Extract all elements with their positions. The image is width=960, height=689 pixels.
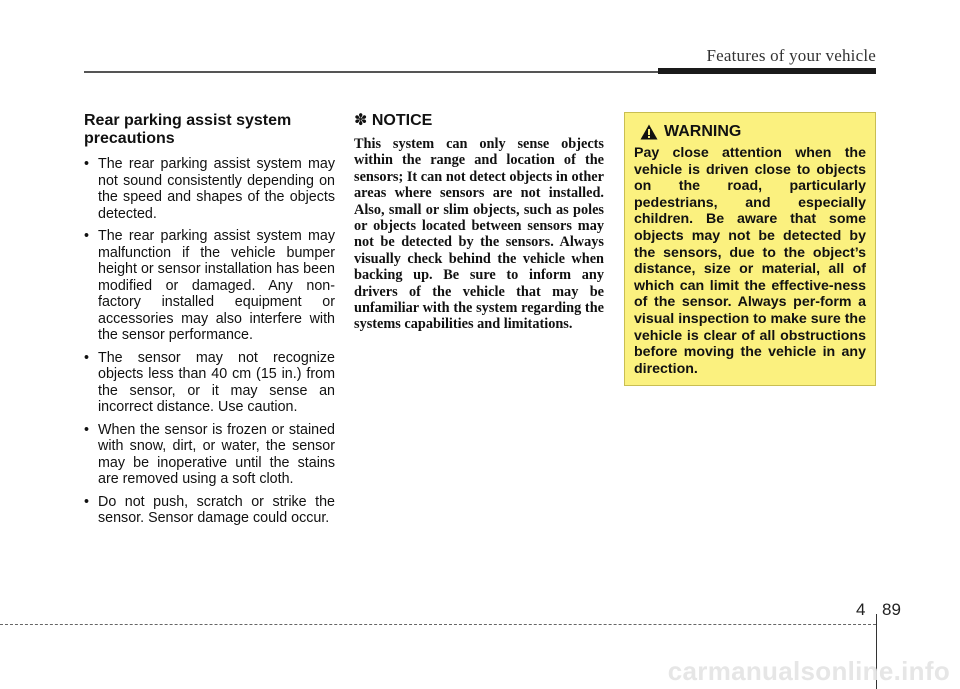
precautions-column: [84, 112, 335, 533]
warning-title: WARNING: [664, 123, 742, 140]
bullet-icon: •: [84, 421, 90, 438]
footer-rule: [0, 624, 876, 625]
page-header-title: Features of your vehicle: [706, 46, 876, 65]
list-item: [84, 228, 335, 344]
bullet-icon: •: [84, 156, 90, 172]
list-item-text: Do not push, scratch or strike the sensor. Sensor damage could occur.: [98, 493, 335, 526]
list-item: [84, 422, 335, 488]
list-item-text: The sensor may not recognize objects less than 40 cm (15 in.) from the sensor, or it may sense an incorrect distance. Use caution.: [98, 349, 335, 415]
list-item: [84, 156, 335, 222]
precautions-list: [84, 156, 335, 527]
warning-heading: [640, 123, 866, 141]
notice-heading: [354, 112, 604, 130]
warning-box: [624, 112, 876, 386]
bullet-icon: •: [84, 228, 90, 244]
notice-column: [354, 112, 604, 333]
list-item-text: When the sensor is frozen or stained with snow, dirt, or water, the sensor may be inoperative until the stains are removed using a soft cloth.: [98, 421, 335, 487]
notice-star-icon: ✽: [354, 112, 368, 129]
notice-title: NOTICE: [371, 112, 433, 129]
section-title: Rear parking assist system precautions: [84, 112, 292, 147]
chapter-number: 4: [856, 600, 866, 619]
notice-body: This system can only sense objects within the range and location of the sensors; It can not detect objects in other areas where sensors are not installed. Also, small or slim objects, such as poles or objects located between sensors may not be detected by the sensors. Always visually check behind the vehicle when backing up. Be sure to inform any drivers of the vehicle that may be unfamiliar with the system regarding the systems capabilities and limitations.: [354, 136, 604, 333]
header-rule: [84, 71, 660, 73]
list-item: [84, 494, 335, 527]
bullet-icon: •: [84, 493, 90, 510]
header-rule-accent: [658, 68, 876, 74]
watermark: carmanualsonline.info: [667, 656, 950, 686]
list-item-text: The rear parking assist system may malfunction if the vehicle bumper height or sensor installation has been modified or damaged. Any non-factory installed equipment or accessories may also interfere with the sensor performance.: [98, 228, 335, 343]
bullet-icon: •: [84, 349, 90, 366]
page-number: 89: [882, 600, 901, 619]
warning-body: Pay close attention when the vehicle is driven close to objects on the road, particularly pedestrians, and especially children. Be aware that some objects may not be detected by the sensors, due to the object’s distance, size or material, all of which can limit the effective-ness of the sensor. Always per-form a visual inspection to make sure the vehicle is clear of all obstructions before moving the vehicle in any direction.: [634, 145, 866, 377]
list-item: [84, 350, 335, 416]
list-item-text: The rear parking assist system may not sound consistently depending on the speed and shapes of the objects detected.: [98, 156, 335, 222]
warning-triangle-icon: [640, 124, 658, 140]
